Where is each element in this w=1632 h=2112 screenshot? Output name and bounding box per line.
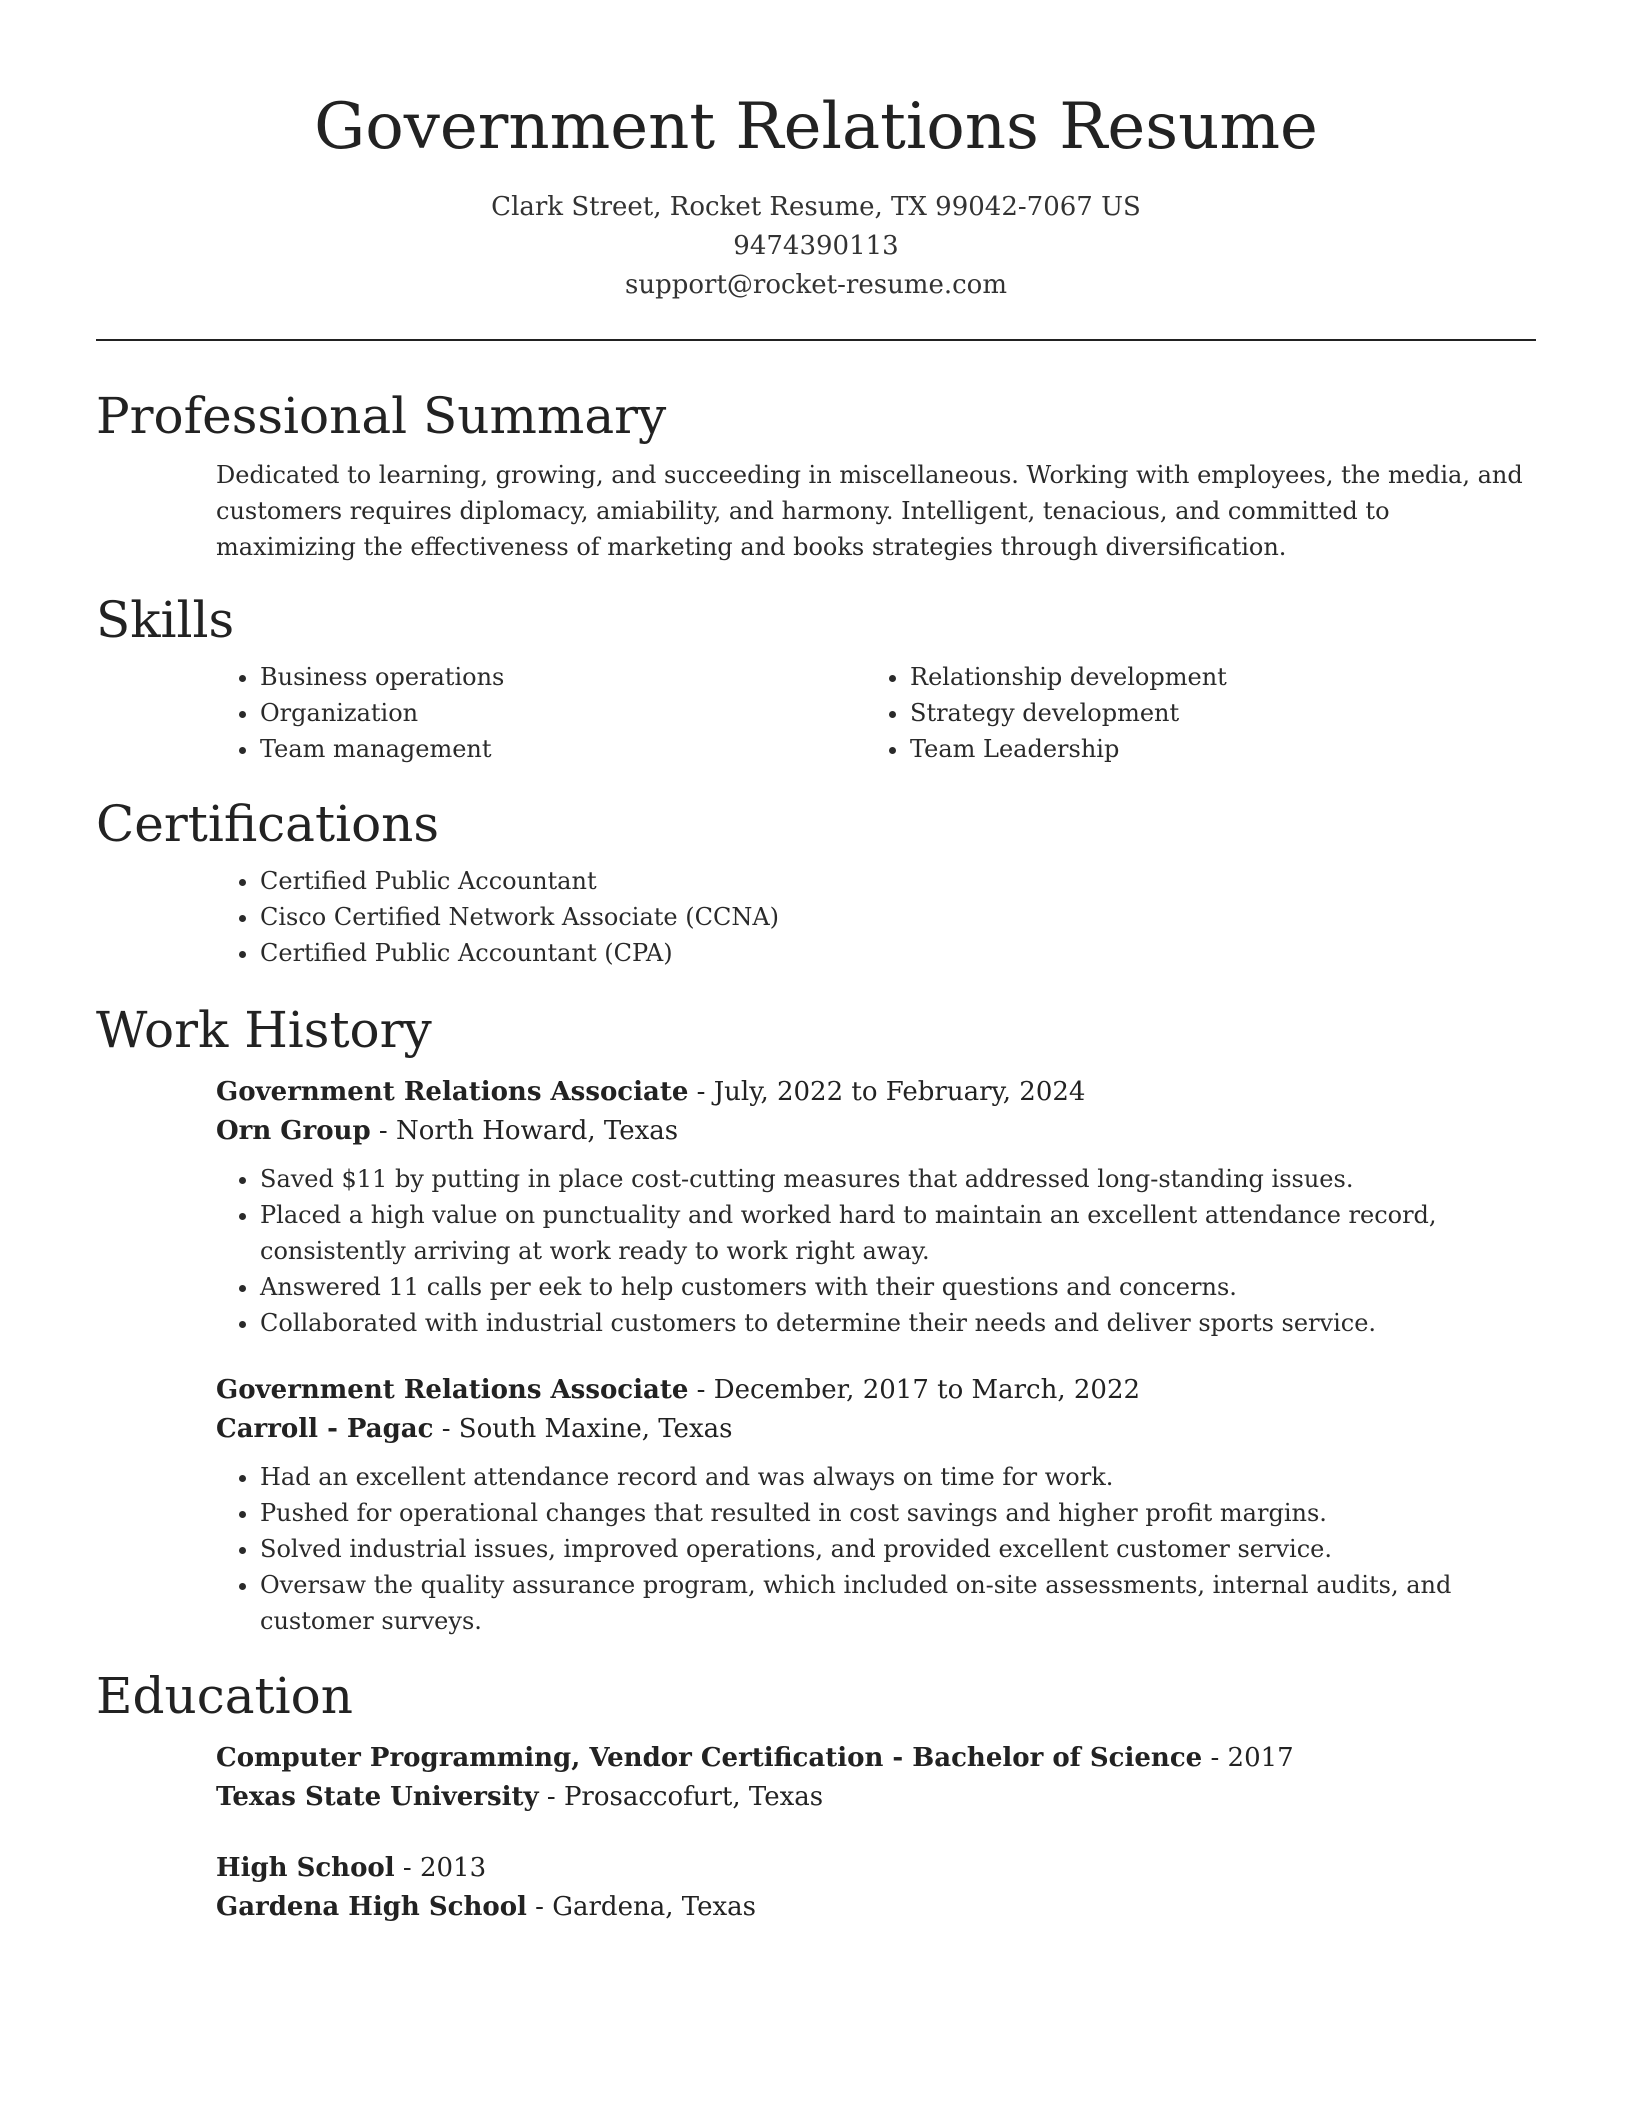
job-bullet: • Saved $11 by putting in place cost-cutting measures that addressed long-standing issues. [260,1161,1536,1197]
job-bullets [216,1459,1536,1639]
education-section [96,1665,1536,1927]
skills-grid [216,659,1536,767]
job-bullet: • Answered 11 calls per eek to help customers with their questions and concerns. [260,1269,1536,1305]
education-entry [216,1739,1536,1817]
education-entry [216,1849,1536,1927]
job-dates: - July, 2022 to February, 2024 [688,1077,1086,1107]
education-school-line [216,1888,1536,1927]
contact-email: support@rocket-resume.com [624,270,1007,300]
certification-item: • Cisco Certified Network Associate (CCNA) [260,899,1536,935]
job-title: Government Relations Associate [216,1375,689,1405]
education-year: - 2013 [394,1853,487,1883]
job-company: Carroll - Pagac [216,1414,434,1444]
education-degree-line [216,1739,1536,1778]
job-bullet: • Pushed for operational changes that resulted in cost savings and higher profit margins. [260,1495,1536,1531]
education-degree: Computer Programming, Vendor Certification - Bachelor of Science [216,1743,1203,1773]
skill-item: • Strategy development [910,695,1516,731]
skill-item: • Team management [260,731,866,767]
job-bullet: • Solved industrial issues, improved operations, and provided excellent customer service. [260,1531,1536,1567]
contact-address: Clark Street, Rocket Resume, TX 99042-7067 US [491,192,1141,222]
header-divider [96,339,1536,341]
skill-item: • Business operations [260,659,866,695]
certifications-heading: Certifications [96,795,440,853]
resume-title: Government Relations Resume [314,90,1318,164]
job-bullet: • Placed a high value on punctuality and worked hard to maintain an excellent attendance record, consistently arriving at work ready to work right away. [260,1197,1536,1269]
skill-item: • Relationship development [910,659,1516,695]
job-title-line [216,1073,1536,1112]
job-location: - North Howard, Texas [370,1116,679,1146]
job-bullet: • Had an excellent attendance record and was always on time for work. [260,1459,1536,1495]
education-heading: Education [96,1667,353,1725]
job-company: Orn Group [216,1116,371,1146]
job-bullet: • Oversaw the quality assurance program, which included on-site assessments, internal audits, and customer surveys. [260,1567,1536,1639]
skills-section [96,589,1536,767]
certification-item: • Certified Public Accountant [260,863,1536,899]
work-history-section [96,999,1536,1639]
job-dates: - December, 2017 to March, 2022 [688,1375,1141,1405]
job-bullet: • Collaborated with industrial customers to determine their needs and deliver sports service. [260,1305,1536,1341]
certification-item: • Certified Public Accountant (CPA) [260,935,1536,971]
summary-text: Dedicated to learning, growing, and succeeding in miscellaneous. Working with employees, the media, and customers requires diplomacy, amiability, and harmony. Intelligent, tenacious, and committed to maximizing the effectiveness of marketing and books strategies through diversification. [216,461,1523,561]
job-entry [216,1371,1536,1639]
job-title: Government Relations Associate [216,1077,689,1107]
job-location: - South Maxine, Texas [433,1414,733,1444]
summary-heading: Professional Summary [96,387,667,445]
skill-item: • Team Leadership [910,731,1516,767]
education-location: - Prosaccofurt, Texas [538,1782,824,1812]
resume-header [96,0,1536,305]
contact-phone: 9474390113 [733,231,899,261]
education-school: Texas State University [216,1782,539,1812]
certifications-list [216,863,1536,971]
job-company-line [216,1410,1536,1449]
job-bullets [216,1161,1536,1341]
education-degree: High School [216,1853,395,1883]
skill-item: • Organization [260,695,866,731]
education-degree-line [216,1849,1536,1888]
skills-column-left [216,659,866,767]
certifications-section [96,793,1536,971]
education-school-line [216,1778,1536,1817]
skills-heading: Skills [96,591,235,649]
skills-column-right [866,659,1516,767]
work-history-heading: Work History [96,1001,432,1059]
education-school: Gardena High School [216,1892,527,1922]
job-company-line [216,1112,1536,1151]
education-year: - 2017 [1202,1743,1294,1773]
job-title-line [216,1371,1536,1410]
summary-section [96,385,1536,565]
job-entry [216,1073,1536,1341]
education-location: - Gardena, Texas [526,1892,756,1922]
contact-block [96,188,1536,305]
